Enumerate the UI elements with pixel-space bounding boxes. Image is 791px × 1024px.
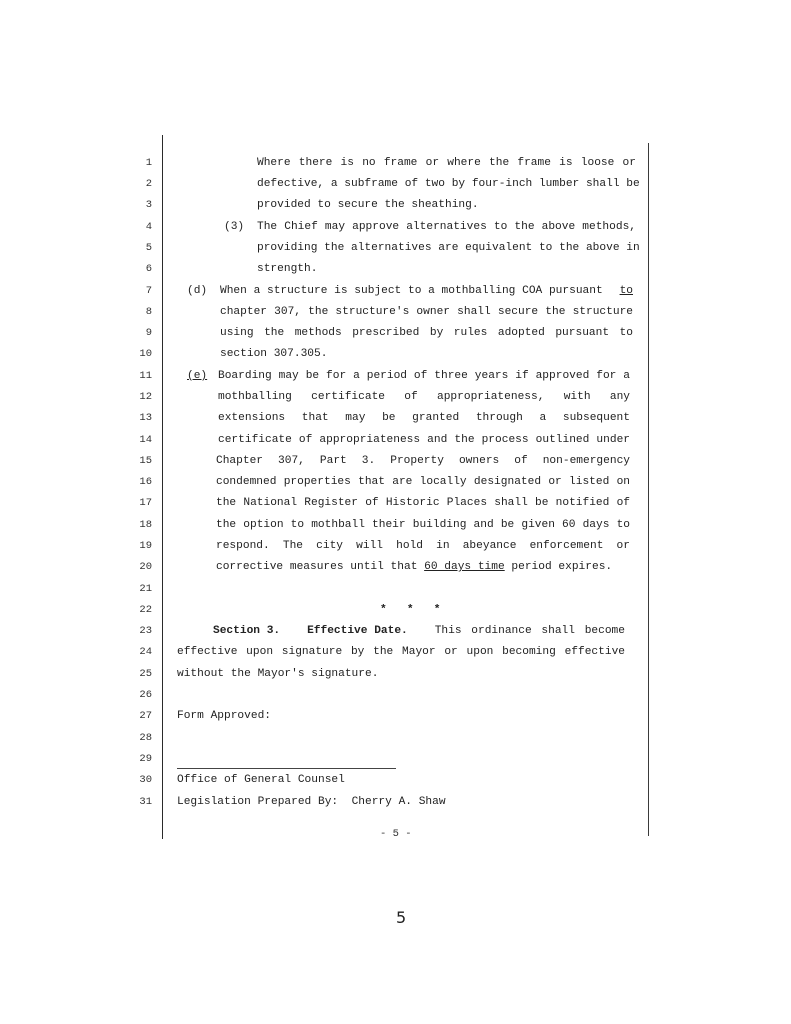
text-segment: corrective measures until that: [216, 561, 425, 573]
left-margin-rule: [162, 135, 163, 839]
text-line: [220, 285, 633, 297]
text-line: [216, 561, 612, 573]
line-number: 15: [139, 455, 152, 467]
line-number: 21: [139, 583, 152, 595]
text-line: Chapter 307, Part 3. Property owners of non-emergency: [216, 455, 630, 467]
form-approved-label: Form Approved:: [177, 710, 271, 722]
text-line: using the methods prescribed by rules adopted pursuant to: [220, 327, 633, 339]
line-number: 29: [139, 753, 152, 765]
signatory-office: Office of General Counsel: [177, 774, 345, 786]
line-number: 8: [145, 306, 152, 318]
line-number: 2: [145, 178, 152, 190]
text-segment: This ordinance shall become: [434, 625, 625, 637]
line-number: 1: [145, 157, 152, 169]
text-line: provided to secure the sheathing.: [257, 199, 479, 211]
list-marker: (3): [224, 221, 245, 233]
text-line: Where there is no frame or where the frame is loose or: [257, 157, 636, 169]
line-number: 9: [145, 327, 152, 339]
line-number: 25: [139, 668, 152, 680]
signature-line: [177, 768, 396, 769]
line-number: 13: [139, 412, 152, 424]
document-page-number: - 5 -: [380, 828, 412, 840]
line-number: 31: [139, 796, 152, 808]
prepared-by-line: [177, 796, 446, 808]
right-margin-rule: [648, 143, 649, 836]
text-line: extensions that may be granted through a subsequent: [218, 412, 630, 424]
list-marker: (d): [187, 285, 208, 297]
line-number: 23: [139, 625, 152, 637]
preparer-name: Cherry A. Shaw: [351, 796, 446, 808]
text-segment: When a structure is subject to a mothballing COA pursuant: [220, 285, 610, 297]
text-line: effective upon signature by the Mayor or upon becoming effective: [177, 646, 625, 658]
section-heading-line: [177, 625, 625, 637]
line-number: 30: [139, 774, 152, 786]
line-number: 27: [139, 710, 152, 722]
line-number: 12: [139, 391, 152, 403]
text-line: section 307.305.: [220, 348, 328, 360]
list-marker: (e): [187, 370, 208, 382]
underlined-text: 60 days time: [424, 561, 505, 573]
line-number: 16: [139, 476, 152, 488]
line-number: 4: [145, 221, 152, 233]
text-line: the option to mothball their building and be given 60 days to: [216, 519, 630, 531]
line-number: 14: [139, 434, 152, 446]
text-line: defective, a subframe of two by four-inch lumber shall be: [257, 178, 640, 190]
line-number: 18: [139, 519, 152, 531]
section-title: Effective Date.: [307, 625, 408, 637]
line-number: 22: [139, 604, 152, 616]
line-number: 24: [139, 646, 152, 658]
text-line: without the Mayor's signature.: [177, 668, 379, 680]
text-line: respond. The city will hold in abeyance enforcement or: [216, 540, 630, 552]
text-line: certificate of appropriateness and the process outlined under: [218, 434, 630, 446]
line-number: 19: [139, 540, 152, 552]
line-number: 6: [145, 263, 152, 275]
viewer-page-label: 5: [396, 908, 407, 927]
text-line: condemned properties that are locally designated or listed on: [216, 476, 630, 488]
text-line: chapter 307, the structure's owner shall secure the structure: [220, 306, 633, 318]
section-separator: * * *: [380, 604, 441, 616]
text-line: Boarding may be for a period of three years if approved for a: [218, 370, 630, 382]
prepared-by-label: Legislation Prepared By:: [177, 796, 339, 808]
line-number: 11: [139, 370, 152, 382]
text-line: strength.: [257, 263, 318, 275]
line-number: 3: [145, 199, 152, 211]
line-number: 28: [139, 732, 152, 744]
underlined-text: to: [619, 285, 633, 297]
text-line: mothballing certificate of appropriateness, with any: [218, 391, 630, 403]
line-number: 10: [139, 348, 152, 360]
text-line: the National Register of Historic Places shall be notified of: [216, 497, 630, 509]
text-line: providing the alternatives are equivalent to the above in: [257, 242, 640, 254]
line-number: 17: [139, 497, 152, 509]
line-number: 26: [139, 689, 152, 701]
section-number: Section 3.: [213, 625, 281, 637]
line-number: 20: [139, 561, 152, 573]
text-segment: period expires.: [504, 561, 613, 573]
line-number: 7: [145, 285, 152, 297]
text-line: The Chief may approve alternatives to the above methods,: [257, 221, 636, 233]
line-number: 5: [145, 242, 152, 254]
